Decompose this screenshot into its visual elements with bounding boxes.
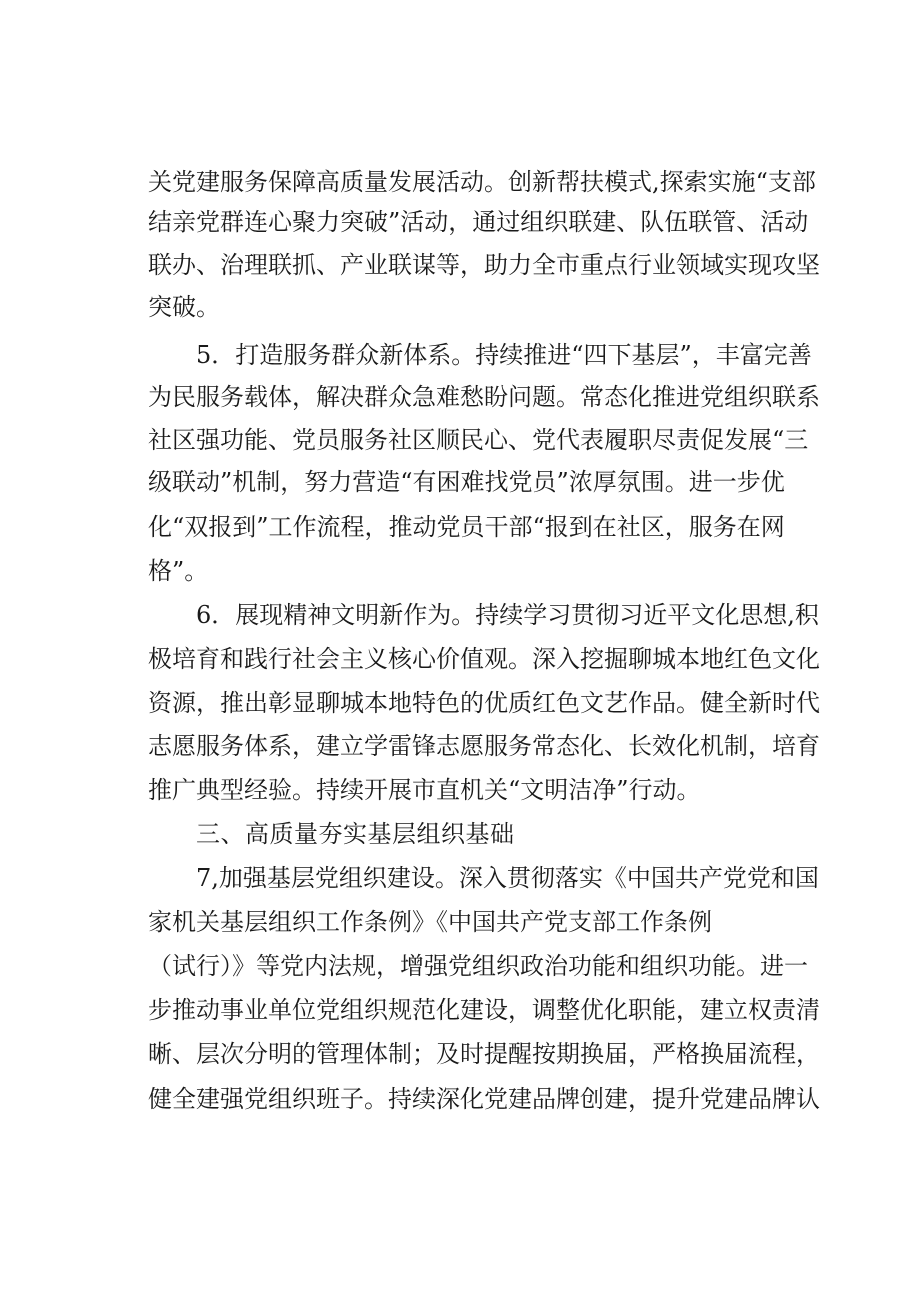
text-line: 联办、治理联抓、产业联谋等，助力全市重点行业领域实现攻坚 bbox=[148, 251, 820, 279]
text-line: 健全建强党组织班子。持续深化党建品牌创建，提升党建品牌认 bbox=[148, 1085, 820, 1113]
text-line: 级联动”机制，努力营造“有困难找党员”浓厚氛围。进一步优 bbox=[148, 468, 785, 496]
text-line: 为民服务载体，解决群众急难愁盼问题。常态化推进党组织联系 bbox=[148, 383, 820, 411]
text-line: （试行）》等党内法规，增强党组织政治功能和组织功能。进一 bbox=[148, 952, 808, 980]
text-line: 步推动事业单位党组织规范化建设，调整优化职能，建立权责清 bbox=[148, 996, 820, 1024]
text-line: 关党建服务保障高质量发展活动。创新帮扶模式,探索实施“支部 bbox=[148, 168, 816, 196]
text-line: 志愿服务体系，建立学雷锋志愿服务常态化、长效化机制，培育 bbox=[148, 732, 820, 760]
text-line: 化“双报到”工作流程，推动党员干部“报到在社区，服务在网 bbox=[148, 513, 785, 541]
paragraph-start-line: 6．展现精神文明新作为。持续学习贯彻习近平文化思想,积 bbox=[196, 601, 819, 629]
text-line: 推广典型经验。持续开展市直机关“文明洁净”行动。 bbox=[148, 776, 701, 804]
text-line: 结亲党群连心聚力突破”活动，通过组织联建、队伍联管、活动 bbox=[148, 208, 809, 236]
section-heading: 三、高质量夯实基层组织基础 bbox=[196, 820, 515, 848]
text-line: 格”。 bbox=[148, 557, 209, 585]
text-line: 家机关基层组织工作条例》《中国共产党支部工作条例 bbox=[148, 908, 712, 936]
text-line: 极培育和践行社会主义核心价值观。深入挖掘聊城本地红色文化 bbox=[148, 645, 820, 673]
paragraph-start-line: 5．打造服务群众新体系。持续推进“四下基层”，丰富完善 bbox=[196, 341, 812, 369]
text-line: 资源，推出彰显聊城本地特色的优质红色文艺作品。健全新时代 bbox=[148, 689, 820, 717]
text-line: 晰、层次分明的管理体制；及时提醒按期换届，严格换届流程， bbox=[148, 1040, 820, 1068]
text-line: 突破。 bbox=[148, 293, 220, 321]
paragraph-start-line: 7,加强基层党组织建设。深入贯彻落实《中国共产党党和国 bbox=[196, 864, 819, 892]
text-line: 社区强功能、党员服务社区顺民心、党代表履职尽责促发展“三 bbox=[148, 426, 809, 454]
